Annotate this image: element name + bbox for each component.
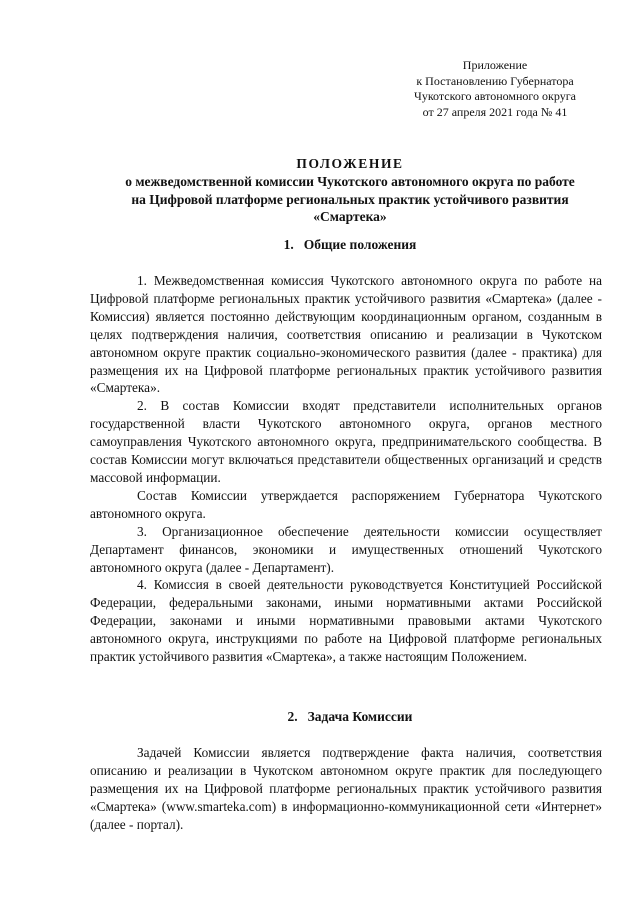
section-number: 2. xyxy=(287,709,298,724)
annex-block xyxy=(390,58,600,120)
title-subtitle: о межведомственной комиссии Чукотского автономного округа по работе на Цифровой платформе региональных практик устойчивого развития «Смартека» xyxy=(125,174,575,224)
section-title: Общие положения xyxy=(303,237,417,252)
paragraph: Состав Комиссии утверждается распоряжением Губернатора Чукотского автономного округа. xyxy=(90,487,602,521)
paragraph: 2. В состав Комиссии входят представители исполнительных органов государственной власти Чукотского автономного округа, органов местного самоуправления Чукотского автономного округа, предпринимательского сообщества. В состав Комиссии могут включаться представители общественных организаций и средств массовой информации. xyxy=(90,398,602,485)
paragraph: 3. Организационное обеспечение деятельности комиссии осуществляет Департамент финансов, экономики и имущественных отношений Чукотского автономного округа (далее - Департамент). xyxy=(90,523,602,575)
title-main: ПОЛОЖЕНИЕ xyxy=(296,156,404,171)
paragraph: Задачей Комиссии является подтверждение факта наличия, соответствия описанию и реализации в Чукотском автономном округе практик для последующего размещения их на Цифровой платформе региональных практик устойчивого развития «Смартека» (www.smarteka.com) в информационно-коммуникационной сети «Интернет» (далее - портал). xyxy=(90,745,602,832)
section-title: Задача Комиссии xyxy=(307,709,413,724)
section-heading-task xyxy=(90,708,610,726)
annex-line: Чукотского автономного округа xyxy=(414,89,576,103)
annex-date-line: от 27 апреля 2021 года № 41 xyxy=(422,104,568,119)
annex-line: Приложение xyxy=(462,58,528,72)
section-body-general xyxy=(90,272,602,666)
section-heading-general xyxy=(90,236,610,254)
paragraph: 4. Комиссия в своей деятельности руководствуется Конституцией Российской Федерации, федеральными законами, иными нормативными актами Российской Федерации, законами и иными нормативными правовыми актами Чукотского автономного округа, инструкциями по работе на Цифровой платформе региональных практик устойчивого развития «Смартека», а также настоящим Положением. xyxy=(90,577,602,665)
document-title xyxy=(90,155,610,226)
annex-line: к Постановлению Губернатора xyxy=(416,73,574,88)
paragraph: 1. Межведомственная комиссия Чукотского автономного округа по работе на Цифровой платформе региональных практик устойчивого развития «Смартека» (далее - Комиссия) является постоянно действующим координационным органом, созданным в целях подтверждения наличия, соответствия описанию и реализации в Чукотском автономном округе практик социально-экономического развития (далее - практика) для размещения их на Цифровой платформе региональных практик устойчивого развития «Смартека». xyxy=(90,273,602,396)
section-number: 1. xyxy=(283,237,294,252)
section-body-task xyxy=(90,744,602,834)
